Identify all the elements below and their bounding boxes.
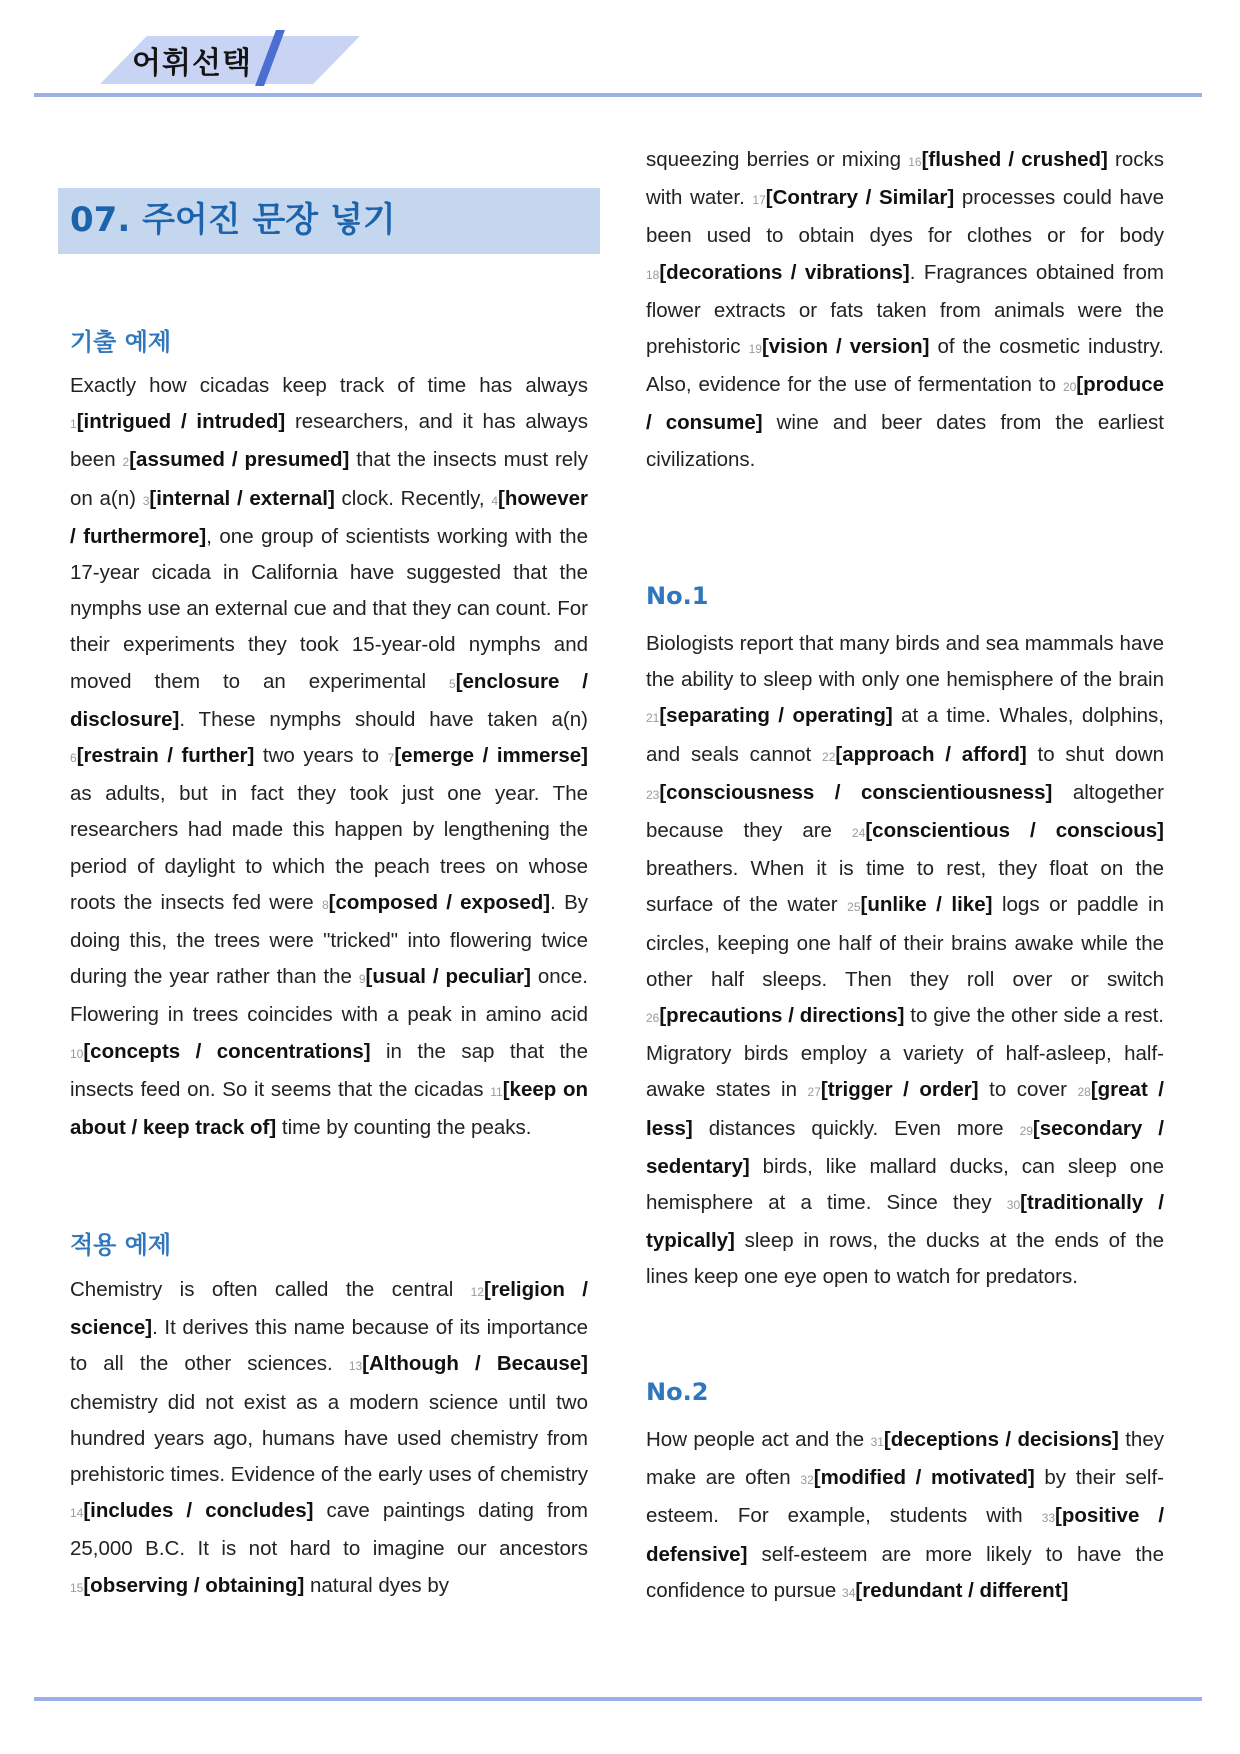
header-title: 어휘선택 xyxy=(132,46,252,81)
passage-text: . By doing this, the trees were "tricked" into flowering twice during the year rather than the xyxy=(70,890,588,989)
blank-number: 12 xyxy=(470,1285,485,1299)
right-column-top xyxy=(646,142,1164,478)
word-choice: [positive / defensive] xyxy=(646,1504,1165,1566)
passage-text: researchers, and it has always been xyxy=(70,410,589,472)
word-choice: [secondary / sedentary] xyxy=(646,1116,1164,1178)
blank-number: 29 xyxy=(1019,1123,1033,1138)
word-choice: [enclosure / disclosure] xyxy=(70,669,588,731)
blank-number: 17 xyxy=(752,193,766,208)
word-choice: [composed / exposed] xyxy=(328,890,551,914)
blank-number: 4 xyxy=(491,493,498,508)
word-choice: [conscientious / conscious] xyxy=(865,819,1164,843)
passage-text: processes could have been used to obtain dyes for clothes or for body xyxy=(646,186,1164,248)
passage-text: to cover xyxy=(978,1078,1078,1102)
blank-number: 8 xyxy=(321,897,329,912)
word-choice: [Although / Because] xyxy=(362,1352,588,1376)
passage-text: logs or paddle in circles, keeping one half of their brains awake while the other half sleeps. Then they roll over or switch xyxy=(646,893,1164,991)
blank-number: 25 xyxy=(847,900,861,915)
passage-text: wine and beer dates from the earliest civilizations. xyxy=(646,411,1165,471)
blank-number: 15 xyxy=(70,1580,84,1595)
blank-number: 2 xyxy=(122,455,130,470)
blank-number: 32 xyxy=(800,1473,814,1488)
word-choice: [religion / science] xyxy=(70,1278,588,1340)
passage-text: Exactly how cicadas keep track of time has always xyxy=(70,374,588,397)
passage-text: once. Flowering in trees coincides with a peak in amino acid xyxy=(70,965,588,1027)
blank-number: 27 xyxy=(807,1085,821,1100)
passage-text: in the sap that the insects feed on. So it seems that the cicadas xyxy=(70,1039,588,1101)
word-choice: [Contrary / Similar] xyxy=(765,186,955,210)
passage-sleep xyxy=(646,626,1164,1296)
passage-text: chemistry did not exist as a modern science until two hundred years ago, humans have used chemistry from prehistoric times. Evidence of the early uses of chemistry xyxy=(70,1390,588,1487)
heading-applied-example: 적용 예제 xyxy=(70,1231,172,1259)
passage-text: to shut down xyxy=(1026,742,1164,766)
word-choice: [flushed / crushed] xyxy=(921,148,1108,171)
blank-number: 11 xyxy=(490,1084,503,1099)
passage-text: rocks with water. xyxy=(646,148,1164,210)
blank-number: 9 xyxy=(358,972,366,987)
page-header xyxy=(0,0,1240,100)
blank-number: 21 xyxy=(646,711,660,726)
blank-number: 30 xyxy=(1006,1198,1021,1213)
passage-text: they make are often xyxy=(646,1428,1164,1490)
passage-text: natural dyes by xyxy=(304,1573,450,1597)
word-choice: [precautions / directions] xyxy=(659,1004,905,1028)
word-choice: [observing / obtaining] xyxy=(83,1573,305,1597)
passage-chemistry xyxy=(70,1272,588,1606)
blank-number: 13 xyxy=(348,1359,363,1374)
passage-text: that the insects must rely on a(n) xyxy=(70,448,588,510)
word-choice: [however / furthermore] xyxy=(70,486,588,548)
word-choice: [emerge / immerse] xyxy=(394,744,588,768)
blank-number: 33 xyxy=(1041,1511,1056,1526)
blank-number: 20 xyxy=(1062,380,1077,395)
right-column-mid xyxy=(646,626,1164,1296)
passage-text: to give the other side a rest. Migratory birds employ a variety of half-asleep, half-awake states in xyxy=(646,1004,1164,1102)
word-choice: [modified / motivated] xyxy=(813,1466,1035,1490)
blank-number: 24 xyxy=(851,826,866,841)
passage-text: time by counting the peaks. xyxy=(276,1116,532,1140)
passage-text: of the cosmetic industry. Also, evidence for the use of fermentation to xyxy=(646,335,1164,397)
word-choice: [internal / external] xyxy=(149,486,335,510)
word-choice: [produce / consume] xyxy=(646,373,1164,435)
passage-text: distances quickly. Even more xyxy=(692,1116,1020,1140)
word-choice: [intrigued / intruded] xyxy=(76,410,286,434)
passage-text: breathers. When it is time to rest, they float on the surface of the water xyxy=(646,857,1164,917)
left-column-2 xyxy=(70,1272,588,1606)
blank-number: 18 xyxy=(646,267,660,282)
word-choice: [includes / concludes] xyxy=(83,1499,314,1523)
heading-no1: No.1 xyxy=(646,582,709,610)
word-choice: [separating / operating] xyxy=(659,704,893,728)
passage-text: by their self-esteem. For example, students with xyxy=(646,1466,1164,1528)
passage-text: altogether because they are xyxy=(646,780,1164,843)
heading-no2: No.2 xyxy=(646,1378,709,1406)
passage-text: . Fragrances obtained from flower extracts or fats taken from animals were the prehistoric xyxy=(646,260,1164,359)
blank-number: 34 xyxy=(842,1585,856,1600)
blank-number: 23 xyxy=(646,787,660,802)
passage-text: , one group of scientists working with the 17-year cicada in California have suggested that the nymphs use an external cue and that they can count. For their experiments they took 15-year-old nymphs and moved them to an experimental xyxy=(70,524,588,693)
word-choice: [great / less] xyxy=(646,1078,1164,1140)
word-choice: [concepts / concentrations] xyxy=(83,1039,371,1063)
passage-text: self-esteem are more likely to have the confidence to pursue xyxy=(646,1542,1164,1602)
word-choice: [unlike / like] xyxy=(860,893,993,917)
passage-text: sleep in rows, the ducks at the ends of the lines keep one eye open to watch for predators. xyxy=(646,1229,1164,1289)
word-choice: [consciousness / conscientiousness] xyxy=(659,780,1053,804)
passage-text: two years to xyxy=(254,744,388,768)
blank-number: 7 xyxy=(387,751,395,766)
heading-past-exam: 기출 예제 xyxy=(70,328,172,356)
footer-divider xyxy=(34,1697,1202,1701)
blank-number: 22 xyxy=(822,749,836,764)
passage-text: . It derives this name because of its importance to all the other sciences. xyxy=(70,1316,588,1376)
passage-text: squeezing berries or mixing xyxy=(646,148,909,171)
passage-text: birds, like mallard ducks, can sleep one hemisphere at a time. Since they xyxy=(646,1154,1164,1215)
blank-number: 10 xyxy=(70,1046,84,1061)
word-choice: [keep on about / keep track of] xyxy=(70,1077,588,1140)
word-choice: [restrain / further] xyxy=(76,744,255,768)
word-choice: [approach / afford] xyxy=(835,742,1027,766)
blank-number: 28 xyxy=(1077,1085,1091,1100)
word-choice: [decorations / vibrations] xyxy=(659,260,910,284)
word-choice: [traditionally / typically] xyxy=(646,1191,1164,1253)
word-choice: [deceptions / decisions] xyxy=(883,1428,1119,1451)
word-choice: [usual / peculiar] xyxy=(365,965,531,989)
passage-text: as adults, but in fact they took just one year. The researchers had made this happen by lengthening the period of daylight to which the peach trees on whose roots the insects fed were xyxy=(70,782,588,914)
right-column-bottom xyxy=(646,1422,1164,1611)
passage-text: Biologists report that many birds and sea mammals have the ability to sleep with only one hemisphere of the brain xyxy=(646,632,1164,692)
passage-self-esteem xyxy=(646,1422,1164,1611)
blank-number: 5 xyxy=(449,676,456,691)
passage-text: How people act and the xyxy=(646,1428,871,1451)
section-title: 07. 주어진 문장 넣기 xyxy=(70,200,396,240)
blank-number: 16 xyxy=(908,155,922,169)
word-choice: [assumed / presumed] xyxy=(129,448,350,472)
passage-chemistry-cont xyxy=(646,142,1164,478)
blank-number: 26 xyxy=(646,1011,660,1026)
passage-text: . These nymphs should have taken a(n) xyxy=(179,707,588,731)
left-column xyxy=(70,368,588,1146)
word-choice: [trigger / order] xyxy=(820,1078,979,1102)
blank-number: 19 xyxy=(748,342,762,357)
blank-number: 6 xyxy=(70,751,77,766)
blank-number: 3 xyxy=(142,493,150,508)
blank-number: 14 xyxy=(70,1506,84,1521)
passage-text: Chemistry is often called the central xyxy=(70,1278,471,1301)
header-divider xyxy=(34,93,1202,97)
blank-number: 1 xyxy=(70,417,77,432)
passage-cicadas xyxy=(70,368,588,1146)
word-choice: [redundant / different] xyxy=(855,1578,1069,1602)
passage-text: clock. Recently, xyxy=(334,486,492,510)
word-choice: [vision / version] xyxy=(761,335,930,359)
passage-text: at a time. Whales, dolphins, and seals cannot xyxy=(646,704,1164,766)
passage-text: cave paintings dating from 25,000 B.C. It is not hard to imagine our ancestors xyxy=(70,1499,588,1561)
blank-number: 31 xyxy=(870,1435,884,1449)
